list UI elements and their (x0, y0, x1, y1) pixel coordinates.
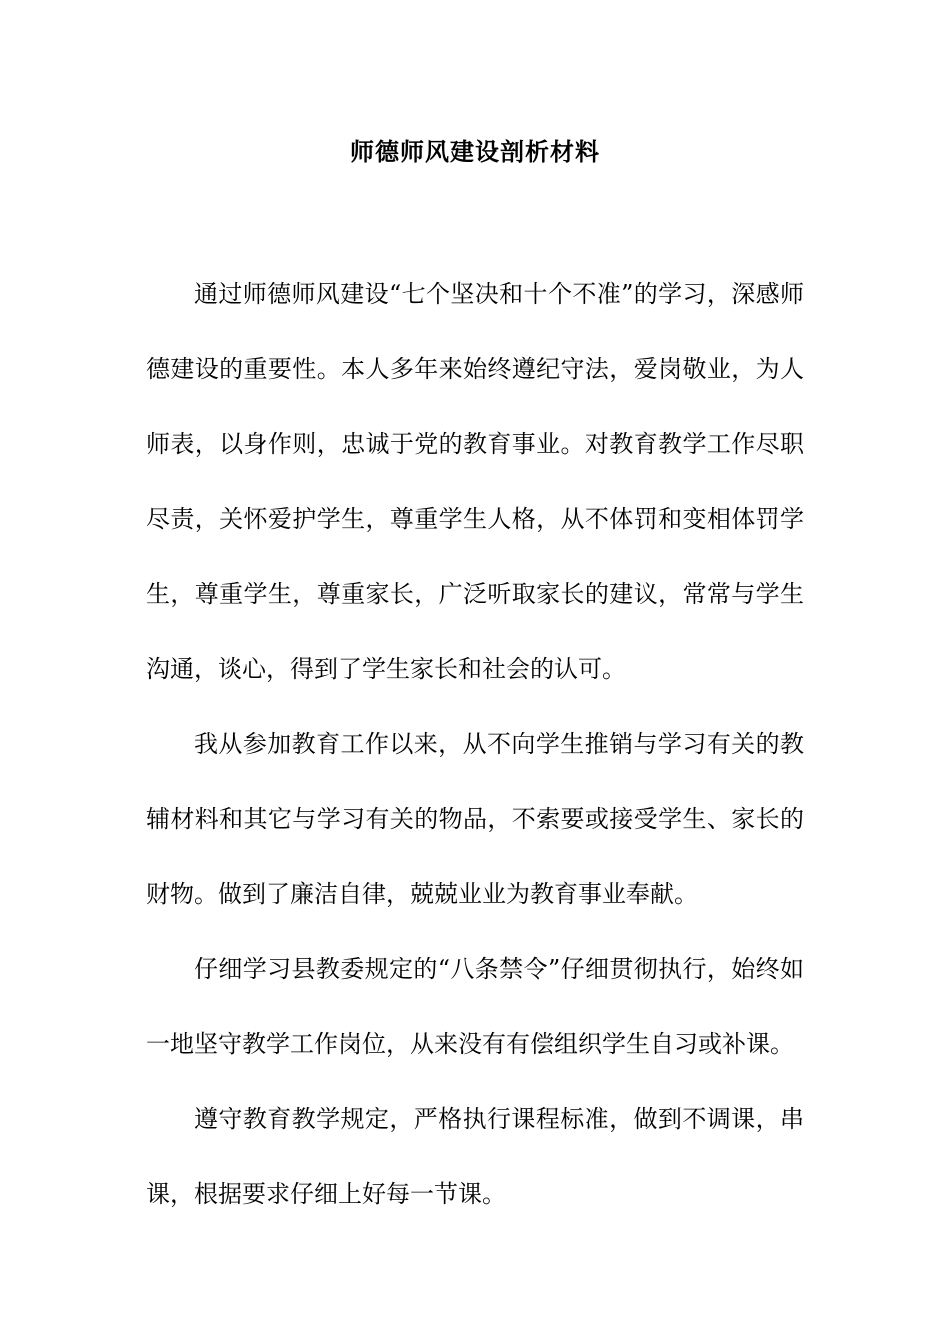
paragraph-2: 我从参加教育工作以来，从不向学生推销与学习有关的教辅材料和其它与学习有关的物品，不索要或接受学生、家长的财物。做到了廉洁自律，兢兢业业为教育事业奉献。 (146, 730, 804, 908)
paragraph-3: 仔细学习县教委规定的“八条禁令”仔细贯彻执行，始终如一地坚守教学工作岗位，从来没有有偿组织学生自习或补课。 (146, 955, 804, 1058)
document-body (146, 257, 804, 1232)
document-title: 师德师风建设剖析材料 (350, 137, 600, 166)
paragraph-1: 通过师德师风建设“七个坚决和十个不准”的学习，深感师德建设的重要性。本人多年来始终遵纪守法，爱岗敬业，为人师表，以身作则，忠诚于党的教育事业。对教育教学工作尽职尽责，关怀爱护学生，尊重学生人格，从不体罚和变相体罚学生，尊重学生，尊重家长，广泛听取家长的建议，常常与学生沟通，谈心，得到了学生家长和社会的认可。 (146, 280, 804, 683)
paragraph-4: 遵守教育教学规定，严格执行课程标准，做到不调课，串课，根据要求仔细上好每一节课。 (146, 1105, 804, 1208)
